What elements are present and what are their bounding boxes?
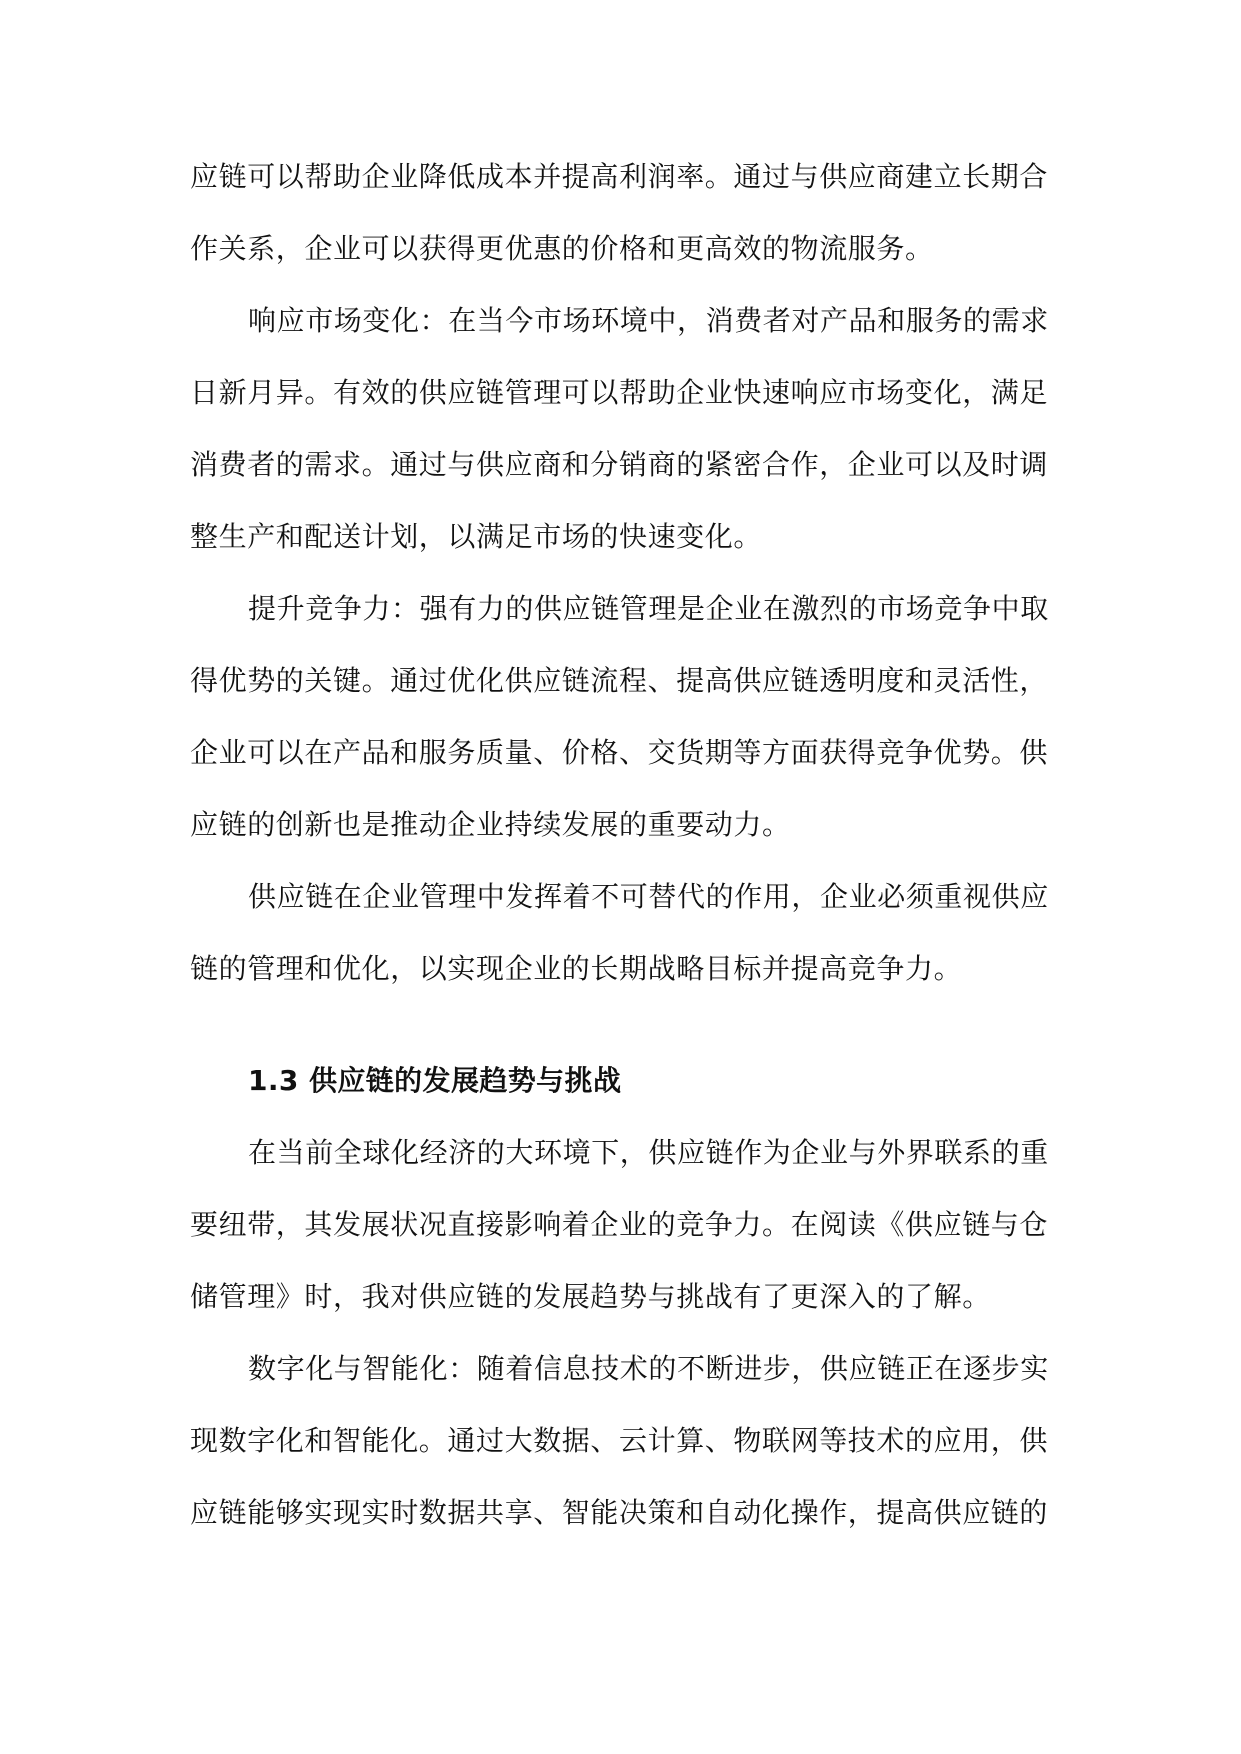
text-line: 链的管理和优化，以实现企业的长期战略目标并提高竞争力。: [190, 952, 963, 985]
text-line: 提升竞争力：强有力的供应链管理是企业在激烈的市场竞争中取: [248, 592, 1049, 625]
section-heading: 1.3 供应链的发展趋势与挑战: [248, 1064, 622, 1097]
paragraph: [190, 285, 1050, 573]
text-line: 数字化与智能化：随着信息技术的不断进步，供应链正在逐步实: [248, 1352, 1049, 1385]
text-line: 整生产和配送计划，以满足市场的快速变化。: [190, 520, 763, 553]
text-line: 消费者的需求。通过与供应商和分销商的紧密合作，企业可以及时调: [190, 448, 1049, 481]
paragraph: [190, 1117, 1050, 1333]
text-line: 供应链在企业管理中发挥着不可替代的作用，企业必须重视供应: [248, 880, 1049, 913]
document-body: [190, 141, 1050, 1549]
text-line: 响应市场变化：在当今市场环境中，消费者对产品和服务的需求: [248, 304, 1049, 337]
text-line: 应链能够实现实时数据共享、智能决策和自动化操作，提高供应链的: [190, 1496, 1049, 1529]
text-line: 储管理》时，我对供应链的发展趋势与挑战有了更深入的了解。: [190, 1280, 991, 1313]
text-line: 日新月异。有效的供应链管理可以帮助企业快速响应市场变化，满足: [190, 376, 1049, 409]
text-line: 作关系，企业可以获得更优惠的价格和更高效的物流服务。: [190, 232, 934, 265]
text-line: 在当前全球化经济的大环境下，供应链作为企业与外界联系的重: [248, 1136, 1049, 1169]
paragraph: [190, 861, 1050, 1005]
paragraph: [190, 573, 1050, 861]
text-line: 要纽带，其发展状况直接影响着企业的竞争力。在阅读《供应链与仓: [190, 1208, 1049, 1241]
paragraph: [190, 141, 1050, 285]
text-line: 现数字化和智能化。通过大数据、云计算、物联网等技术的应用，供: [190, 1424, 1049, 1457]
paragraph: [190, 1333, 1050, 1549]
text-line: 应链可以帮助企业降低成本并提高利润率。通过与供应商建立长期合: [190, 160, 1049, 193]
text-line: 应链的创新也是推动企业持续发展的重要动力。: [190, 808, 791, 841]
text-line: 得优势的关键。通过优化供应链流程、提高供应链透明度和灵活性，: [190, 664, 1049, 697]
text-line: 企业可以在产品和服务质量、价格、交货期等方面获得竞争优势。供: [190, 736, 1049, 769]
